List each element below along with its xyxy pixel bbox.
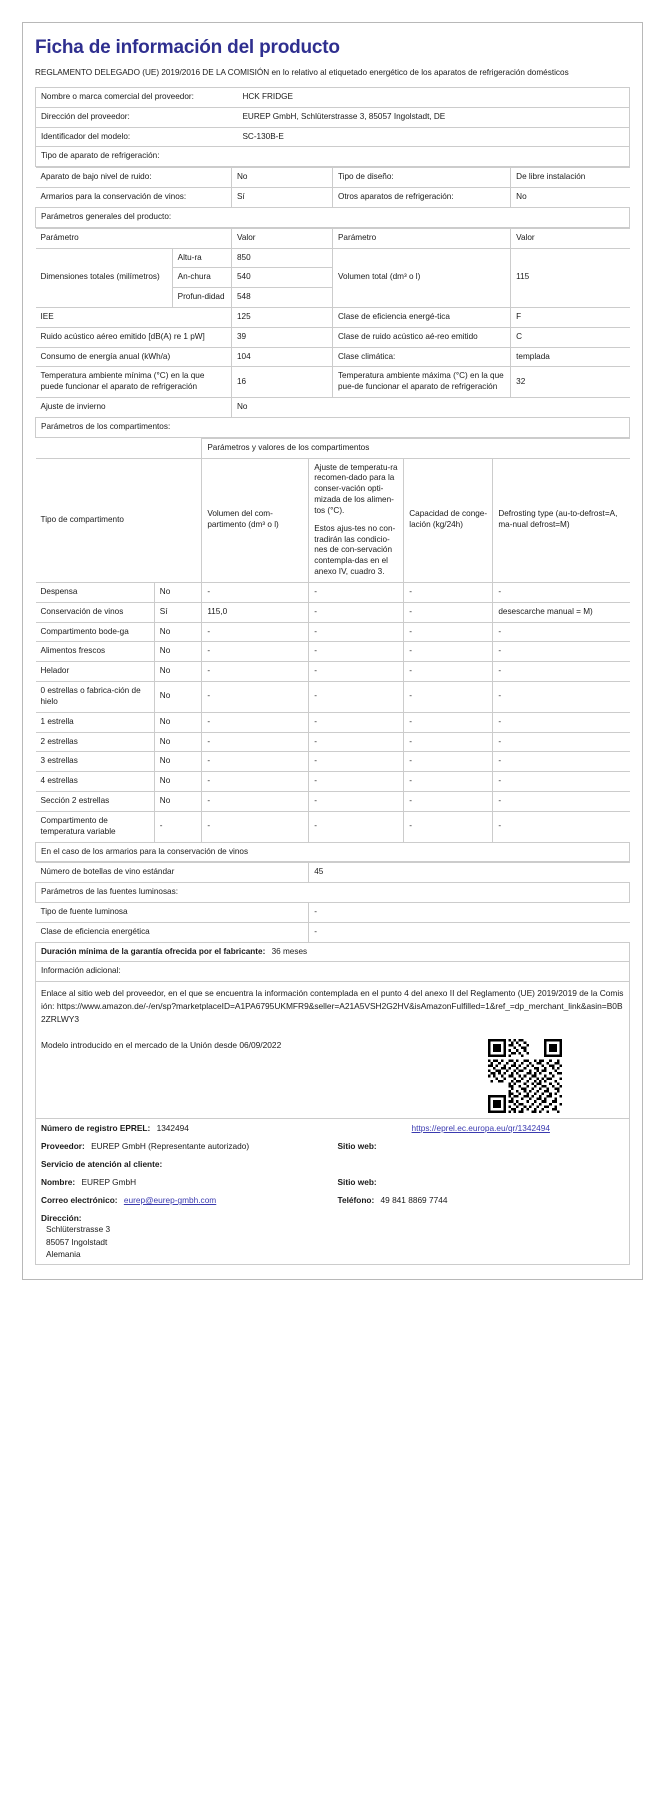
footer-address-label: Dirección: <box>41 1213 82 1224</box>
table-header-row <box>36 228 630 248</box>
compartment-volume: - <box>202 662 309 682</box>
footer-supplier-label: Proveedor: <box>41 1141 85 1152</box>
annual-energy-label: Consumo de energía anual (kWh/a) <box>36 347 232 367</box>
table-row <box>36 811 630 842</box>
max-ambient-temp-value: 32 <box>511 367 630 398</box>
col-defrosting-type: Defrosting type (au-to-defrost=A, ma-nual defrost=M) <box>493 458 630 582</box>
supplier-name-value: HCK FRIDGE <box>237 87 629 107</box>
low-noise-label: Aparato de bajo nivel de ruido: <box>36 168 232 188</box>
compartment-temp: - <box>309 811 404 842</box>
page-title: Ficha de información del producto <box>35 37 340 58</box>
footer-website-label-1: Sitio web: <box>337 1141 377 1152</box>
compartment-temp: - <box>309 792 404 812</box>
compartment-defrost: - <box>493 772 630 792</box>
general-parameters-table <box>35 228 630 438</box>
col-recommended-temp-part1: Ajuste de temperatu-ra recomen-dado para la conser-vación opti-mizada de los alimen-tos (°C). <box>314 462 398 515</box>
warranty-cell <box>36 942 630 962</box>
sheet-container <box>22 22 643 1280</box>
compartment-volume: - <box>202 622 309 642</box>
winter-setting-value: No <box>232 398 630 418</box>
compartment-type-label: Sección 2 estrellas <box>36 792 155 812</box>
other-appliances-value: No <box>511 188 630 208</box>
energy-class-label: Clase de eficiencia energé-tica <box>332 308 510 328</box>
footer-phone-cell <box>333 1191 630 1209</box>
compartment-freeze: - <box>404 662 493 682</box>
table-row <box>36 107 630 127</box>
compartment-present: No <box>154 582 202 602</box>
supplier-name-label: Nombre o marca comercial del proveedor: <box>36 87 238 107</box>
table-row <box>36 308 630 328</box>
compartment-temp: - <box>309 712 404 732</box>
footer-row-supplier <box>36 1137 630 1155</box>
warranty-value: 36 meses <box>271 946 308 956</box>
table-row <box>36 622 630 642</box>
compartment-type-label: Alimentos frescos <box>36 642 155 662</box>
compartment-temp: - <box>309 642 404 662</box>
compartment-volume: - <box>202 772 309 792</box>
compartment-defrost: - <box>493 582 630 602</box>
compartment-freeze: - <box>404 642 493 662</box>
winter-setting-label: Ajuste de invierno <box>36 398 232 418</box>
table-row <box>36 863 630 883</box>
footer-row-address <box>36 1209 630 1265</box>
footer-name-cell <box>36 1173 333 1191</box>
table-row <box>36 642 630 662</box>
compartment-present: Sí <box>154 602 202 622</box>
compartment-freeze: - <box>404 622 493 642</box>
compartment-temp: - <box>309 582 404 602</box>
table-row <box>36 602 630 622</box>
section-heading-appliance-type <box>36 147 630 167</box>
table-row <box>36 732 630 752</box>
compartment-type-label: Despensa <box>36 582 155 602</box>
compartment-defrost: - <box>493 792 630 812</box>
table-row <box>36 922 630 942</box>
model-id-value: SC-130B-E <box>237 127 629 147</box>
supplier-table <box>35 87 630 167</box>
total-volume-value: 115 <box>511 248 630 307</box>
compartment-volume: - <box>202 811 309 842</box>
footer-email-value[interactable]: eurep@eurep-gmbh.com <box>123 1195 217 1206</box>
customer-service-label: Servicio de atención al cliente: <box>41 1159 163 1170</box>
table-row <box>36 752 630 772</box>
energy-class-value: F <box>511 308 630 328</box>
airborne-noise-value: 39 <box>232 327 333 347</box>
footer-website-label-2: Sitio web: <box>337 1177 377 1188</box>
table-row <box>36 87 630 107</box>
compartment-present: No <box>154 622 202 642</box>
market-introduction-date: Modelo introducido en el mercado de la Unión desde 06/09/2022 <box>41 1040 282 1051</box>
col-compartment-volume: Volumen del com-partimento (dm³ o l) <box>202 458 309 582</box>
compartment-present: No <box>154 662 202 682</box>
compartment-present: No <box>154 642 202 662</box>
eprel-url-link[interactable]: https://eprel.ec.europa.eu/qr/1342494 <box>411 1123 550 1134</box>
additional-info-box <box>35 982 630 1119</box>
footer-name-label: Nombre: <box>41 1177 76 1188</box>
design-type-value: De libre instalación <box>511 168 630 188</box>
airborne-noise-label: Ruido acústico aéreo emitido [dB(A) re 1 pW] <box>36 327 232 347</box>
climate-class-value: templada <box>511 347 630 367</box>
compartment-temp: - <box>309 772 404 792</box>
table-row <box>36 582 630 602</box>
section-heading-wine <box>36 842 630 862</box>
light-energy-class-value: - <box>309 922 630 942</box>
additional-section-label: Información adicional: <box>36 962 630 982</box>
compartment-present: No <box>154 792 202 812</box>
wine-storage-value: Sí <box>232 188 333 208</box>
compartment-defrost: - <box>493 811 630 842</box>
col-compartment-type: Tipo de compartimento <box>36 458 202 582</box>
section-heading-light-sources <box>36 883 630 903</box>
compartment-volume: - <box>202 712 309 732</box>
eei-value: 125 <box>232 308 333 328</box>
table-row <box>36 662 630 682</box>
compartments-span-header: Parámetros y valores de los compartimentos <box>202 438 630 458</box>
regulation-intro: REGLAMENTO DELEGADO (UE) 2019/2016 DE LA COMISIÓN en lo relativo al etiquetado energético de los aparatos de refrigeración domésticos <box>35 68 569 77</box>
qr-code <box>488 1039 562 1113</box>
section-heading-additional <box>36 962 630 982</box>
eprel-value: 1342494 <box>156 1123 189 1134</box>
footer-supplier-value: EUREP GmbH (Representante autorizado) <box>91 1141 250 1152</box>
light-section-label: Parámetros de las fuentes luminosas: <box>36 883 630 903</box>
eprel-cell <box>36 1119 333 1137</box>
table-row <box>36 188 630 208</box>
appliance-type-table <box>35 167 630 227</box>
compartment-temp: - <box>309 682 404 713</box>
noise-class-label: Clase de ruido acústico aé-reo emitido <box>332 327 510 347</box>
table-row <box>36 792 630 812</box>
general-section-label: Parámetros generales del producto: <box>36 207 630 227</box>
footer-website-cell-1 <box>333 1137 630 1155</box>
footer-address-line-1: Schlüterstrasse 3 <box>46 1224 111 1235</box>
annual-energy-value: 104 <box>232 347 333 367</box>
supplier-website-note: Enlace al sitio web del proveedor, en el que se encuentra la información contemplada en el punto 4 del anexo II del Reglamento (UE) 2019/2019 de la Comisión: <box>41 988 624 1011</box>
design-type-label: Tipo de diseño: <box>332 168 510 188</box>
footer-table <box>35 1119 630 1265</box>
footer-phone-label: Teléfono: <box>337 1195 375 1206</box>
climate-class-label: Clase climática: <box>332 347 510 367</box>
model-id-label: Identificador del modelo: <box>36 127 238 147</box>
compartment-type-label: 3 estrellas <box>36 752 155 772</box>
compartment-present: No <box>154 752 202 772</box>
compartment-type-label: Compartimento de temperatura variable <box>36 811 155 842</box>
col-recommended-temp-part2: Estos ajus-tes no con-tradirán las condicio-nes de con-servación contempla-das en el anexo IV, cuadro 3. <box>314 523 396 577</box>
compartment-temp: - <box>309 602 404 622</box>
compartment-volume: - <box>202 792 309 812</box>
compartment-present: No <box>154 682 202 713</box>
table-row <box>36 682 630 713</box>
compartment-temp: - <box>309 622 404 642</box>
compartment-freeze: - <box>404 712 493 732</box>
footer-name-value: EUREP GmbH <box>81 1177 137 1188</box>
compartment-volume: - <box>202 582 309 602</box>
compartment-type-label: Helador <box>36 662 155 682</box>
col-value-1: Valor <box>232 228 333 248</box>
compartment-freeze: - <box>404 732 493 752</box>
warranty-row <box>36 942 630 962</box>
col-parameter-2: Parámetro <box>332 228 510 248</box>
footer-row-eprel <box>36 1119 630 1137</box>
compartment-freeze: - <box>404 772 493 792</box>
compartment-type-label: 4 estrellas <box>36 772 155 792</box>
table-row <box>36 127 630 147</box>
dimension-depth-label: Profun-didad <box>172 288 231 308</box>
table-row <box>36 772 630 792</box>
other-appliances-label: Otros aparatos de refrigeración: <box>332 188 510 208</box>
qr-code-image <box>488 1039 562 1113</box>
compartment-freeze: - <box>404 682 493 713</box>
max-ambient-temp-label: Temperatura ambiente máxima (°C) en la que pue-de funcionar el aparato de refrigeración <box>332 367 510 398</box>
table-row <box>36 347 630 367</box>
total-volume-label: Volumen total (dm³ o l) <box>332 248 510 307</box>
footer-email-label: Correo electrónico: <box>41 1195 118 1206</box>
compartment-defrost: - <box>493 622 630 642</box>
compartment-defrost: - <box>493 732 630 752</box>
bottles-label: Número de botellas de vino estándar <box>36 863 309 883</box>
min-ambient-temp-value: 16 <box>232 367 333 398</box>
compartment-freeze: - <box>404 811 493 842</box>
compartment-present: No <box>154 732 202 752</box>
compartment-temp: - <box>309 732 404 752</box>
compartment-type-label: 0 estrellas o fabrica-ción de hielo <box>36 682 155 713</box>
compartment-volume: 115,0 <box>202 602 309 622</box>
eei-label: IEE <box>36 308 232 328</box>
noise-class-value: C <box>511 327 630 347</box>
footer-website-cell-2 <box>333 1173 630 1191</box>
compartment-freeze: - <box>404 602 493 622</box>
compartment-type-label: 2 estrellas <box>36 732 155 752</box>
footer-row-name <box>36 1173 630 1191</box>
footer-address-cell <box>36 1209 630 1265</box>
compartment-present: - <box>154 811 202 842</box>
appliance-type-section-label: Tipo de aparato de refrigeración: <box>36 147 630 167</box>
dimension-width-label: An-chura <box>172 268 231 288</box>
compartment-type-label: 1 estrella <box>36 712 155 732</box>
compartment-type-label: Compartimento bode-ga <box>36 622 155 642</box>
footer-row-contact <box>36 1191 630 1209</box>
footer-phone-value: 49 841 8869 7744 <box>380 1195 448 1206</box>
compartments-table <box>35 438 630 863</box>
table-row <box>36 367 630 398</box>
compartment-freeze: - <box>404 582 493 602</box>
wine-storage-label: Armarios para la conservación de vinos: <box>36 188 232 208</box>
compartment-defrost: - <box>493 662 630 682</box>
compartment-freeze: - <box>404 792 493 812</box>
dimension-depth-value: 548 <box>232 288 333 308</box>
col-parameter-1: Parámetro <box>36 228 232 248</box>
table-row <box>36 902 630 922</box>
table-header-row <box>36 458 630 582</box>
table-header-row <box>36 438 630 458</box>
section-heading-general <box>36 207 630 227</box>
compartment-present: No <box>154 712 202 732</box>
compartment-defrost: desescarche manual = M) <box>493 602 630 622</box>
compartment-present: No <box>154 772 202 792</box>
col-value-2: Valor <box>511 228 630 248</box>
footer-address-line-2: 85057 Ingolstadt <box>46 1236 108 1247</box>
footer-address-line-3: Alemania <box>46 1249 81 1259</box>
compartment-volume: - <box>202 682 309 713</box>
dimension-height-label: Altu-ra <box>172 248 231 268</box>
dimension-height-value: 850 <box>232 248 333 268</box>
compartment-defrost: - <box>493 682 630 713</box>
dimensions-label: Dimensiones totales (milímetros) <box>36 248 173 307</box>
footer-supplier-cell <box>36 1137 333 1155</box>
compartment-defrost: - <box>493 642 630 662</box>
wine-bottles-table <box>35 862 630 982</box>
footer-email-cell <box>36 1191 333 1209</box>
compartment-defrost: - <box>493 712 630 732</box>
dimension-width-value: 540 <box>232 268 333 288</box>
compartment-defrost: - <box>493 752 630 772</box>
col-freezing-capacity: Capacidad de conge-lación (kg/24h) <box>404 458 493 582</box>
compartments-section-label: Parámetros de los compartimentos: <box>36 417 630 437</box>
footer-row-service <box>36 1155 630 1173</box>
supplier-address-value: EUREP GmbH, Schlüterstrasse 3, 85057 Ingolstadt, DE <box>237 107 629 127</box>
warranty-label: Duración mínima de la garantía ofrecida por el fabricante: <box>41 946 266 956</box>
compartment-temp: - <box>309 662 404 682</box>
eprel-url-cell[interactable] <box>333 1119 630 1137</box>
light-energy-class-label: Clase de eficiencia energética <box>36 922 309 942</box>
section-heading-compartments <box>36 417 630 437</box>
compartment-temp: - <box>309 752 404 772</box>
table-row <box>36 327 630 347</box>
wine-section-label: En el caso de los armarios para la conservación de vinos <box>36 842 630 862</box>
compartment-volume: - <box>202 642 309 662</box>
min-ambient-temp-label: Temperatura ambiente mínima (°C) en la que puede funcionar el aparato de refrigeración <box>36 367 232 398</box>
supplier-website-url[interactable]: https://www.amazon.de/-/en/sp?marketplaceID=A1PA6795UKMFR9&seller=A21A5VSH2G2HV&isAmazonFulfilled=1&ref_=dp_merchant_link&asin=B0B2ZRLWY3 <box>41 1000 623 1024</box>
eprel-label: Número de registro EPREL: <box>41 1123 151 1134</box>
compartment-volume: - <box>202 732 309 752</box>
compartment-freeze: - <box>404 752 493 772</box>
col-recommended-temp <box>309 458 404 582</box>
light-source-type-value: - <box>309 902 630 922</box>
table-row <box>36 168 630 188</box>
bottles-value: 45 <box>309 863 630 883</box>
table-row <box>36 398 630 418</box>
table-row <box>36 248 630 268</box>
compartment-volume: - <box>202 752 309 772</box>
supplier-address-label: Dirección del proveedor: <box>36 107 238 127</box>
compartment-type-label: Conservación de vinos <box>36 602 155 622</box>
table-row <box>36 712 630 732</box>
low-noise-value: No <box>232 168 333 188</box>
light-source-type-label: Tipo de fuente luminosa <box>36 902 309 922</box>
